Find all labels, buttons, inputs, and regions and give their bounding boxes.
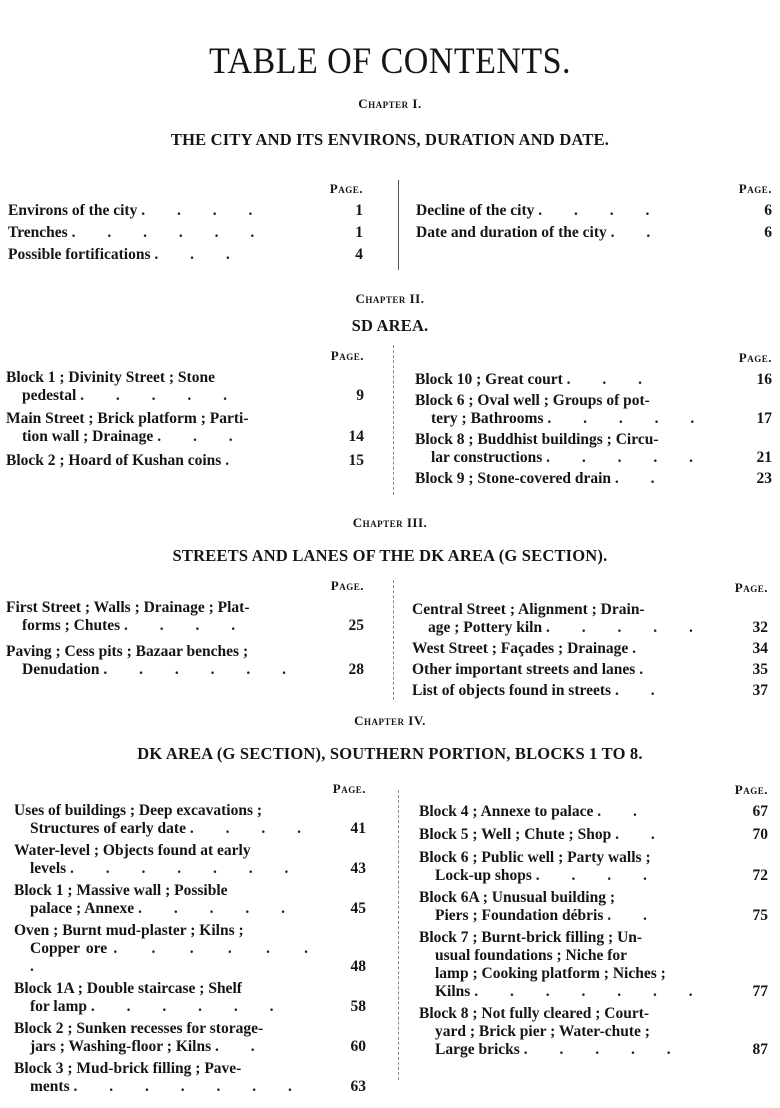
toc-entry[interactable]: Block 6 ; Public well ; Party walls ; Lock-up shops . . . . 72: [419, 849, 768, 884]
page-number: 72: [752, 867, 768, 884]
page-header: Page.: [332, 781, 366, 796]
chapter-4-left-column: [14, 780, 366, 1096]
toc-entry[interactable]: Block 8 ; Not fully cleared ; Court- yard ; Brick pier ; Water-chute ; Large bricks . . . . . 87: [419, 1005, 768, 1058]
page-number: 6: [764, 202, 772, 219]
page-title: TABLE OF CONTENTS.: [208, 41, 572, 82]
toc-entry[interactable]: Block 3 ; Mud-brick filling ; Pave- ments . . . . . . . 63: [14, 1060, 366, 1095]
chapter-1-right-column: [416, 180, 772, 242]
toc-entry[interactable]: Block 6A ; Unusual building ; Piers ; Foundation débris . . 75: [419, 889, 768, 924]
toc-entry[interactable]: Block 2 ; Sunken recesses for storage- jars ; Washing-floor ; Kilns . . 60: [14, 1020, 366, 1055]
chapter-2-left-column: [6, 347, 364, 470]
chapter-3-right-column: [412, 579, 768, 700]
chapter-3-left-column: [6, 577, 364, 679]
page-number: 58: [350, 998, 366, 1015]
toc-entry[interactable]: West Street ; Façades ; Drainage . 34: [412, 640, 768, 657]
page-number: 25: [348, 617, 364, 634]
page-number: 16: [756, 371, 772, 388]
chapter-4-right-column: [419, 781, 768, 1059]
toc-entry[interactable]: Uses of buildings ; Deep excavations ; Structures of early date . . . . 41: [14, 802, 366, 837]
column-divider: [398, 790, 400, 1080]
page-number: 43: [350, 860, 366, 877]
page-number: 1: [355, 224, 363, 241]
page-header: Page.: [330, 348, 364, 363]
column-divider: [393, 580, 395, 700]
page-number: 60: [350, 1038, 366, 1055]
toc-entry[interactable]: Block 9 ; Stone-covered drain . . 23: [415, 470, 772, 487]
page-number: 35: [752, 661, 768, 678]
toc-entry[interactable]: Block 7 ; Burnt-brick filling ; Un- usual foundations ; Niche for lamp ; Cooking platform ; Niches ; Kilns . . . . . . . 77: [419, 929, 768, 1000]
page-number: 67: [752, 803, 768, 820]
toc-entry[interactable]: Water-level ; Objects found at early levels . . . . . . . 43: [14, 842, 366, 877]
toc-entry[interactable]: First Street ; Walls ; Drainage ; Plat- forms ; Chutes . . . . 25: [6, 599, 364, 634]
chapter-2-label: Chapter II.: [355, 291, 425, 306]
page-header: Page.: [734, 580, 768, 595]
page-number: 28: [348, 661, 364, 678]
page-number: 9: [356, 387, 364, 404]
chapter-3-label: Chapter III.: [352, 515, 428, 530]
page-number: 87: [752, 1041, 768, 1058]
page-number: 48: [350, 958, 366, 975]
page-number: 21: [756, 449, 772, 466]
toc-entry[interactable]: Block 1 ; Massive wall ; Possible palace ; Annexe . . . . . 45: [14, 882, 366, 917]
toc-entry[interactable]: Main Street ; Brick platform ; Parti- tion wall ; Drainage . . . 14: [6, 410, 364, 445]
toc-entry[interactable]: Paving ; Cess pits ; Bazaar benches ; Denudation . . . . . . 28: [6, 643, 364, 678]
page-number: 34: [752, 640, 768, 657]
page-number: 41: [350, 820, 366, 837]
page-number: 70: [752, 826, 768, 843]
page-header: Page.: [738, 181, 772, 196]
page-number: 45: [350, 900, 366, 917]
toc-entry[interactable]: Block 2 ; Hoard of Kushan coins . 15: [6, 452, 364, 469]
toc-entry[interactable]: Block 1 ; Divinity Street ; Stone pedestal . . . . . 9: [6, 369, 364, 404]
page-number: 63: [350, 1078, 366, 1095]
toc-entry[interactable]: Central Street ; Alignment ; Drain- age ; Pottery kiln . . . . . 32: [412, 601, 768, 636]
page-header: Page.: [330, 578, 364, 593]
page-header: Page.: [738, 350, 772, 365]
chapter-1-title: THE CITY AND ITS ENVIRONS, DURATION AND DATE.: [170, 130, 610, 149]
chapter-3-title: STREETS AND LANES OF THE DK AREA (G SECTION).: [172, 546, 608, 565]
page-number: 32: [752, 619, 768, 636]
toc-entry[interactable]: Date and duration of the city . . 6: [416, 224, 772, 241]
page-number: 17: [756, 410, 772, 427]
chapter-2-right-column: [415, 349, 772, 488]
toc-entry[interactable]: Other important streets and lanes . 35: [412, 661, 768, 678]
chapter-1-left-column: [8, 180, 363, 264]
toc-entry[interactable]: Environs of the city . . . . 1: [8, 202, 363, 219]
page-number: 23: [756, 470, 772, 487]
chapter-4-title: DK AREA (G SECTION), SOUTHERN PORTION, BLOCKS 1 TO 8.: [137, 744, 643, 763]
chapter-4-label: Chapter IV.: [354, 713, 426, 728]
page-number: 14: [348, 428, 364, 445]
toc-entry[interactable]: Block 1A ; Double staircase ; Shelf for lamp . . . . . . 58: [14, 980, 366, 1015]
toc-entry[interactable]: List of objects found in streets . . 37: [412, 682, 768, 699]
toc-entry[interactable]: Possible fortifications . . . 4: [8, 246, 363, 263]
column-divider: [398, 180, 399, 270]
toc-entry[interactable]: Trenches . . . . . . 1: [8, 224, 363, 241]
chapter-2-title: SD AREA.: [351, 316, 429, 335]
chapter-1-label: Chapter I.: [358, 96, 422, 111]
page-number: 15: [348, 452, 364, 469]
toc-entry[interactable]: Block 4 ; Annexe to palace . . 67: [419, 803, 768, 820]
page-header: Page.: [734, 782, 768, 797]
toc-entry[interactable]: Decline of the city . . . . 6: [416, 202, 772, 219]
toc-entry[interactable]: Block 6 ; Oval well ; Groups of pot- tery ; Bathrooms . . . . . 17: [415, 392, 772, 427]
toc-entry[interactable]: Block 5 ; Well ; Chute ; Shop . . 70: [419, 826, 768, 843]
page-number: 75: [752, 907, 768, 924]
toc-entry[interactable]: Oven ; Burnt mud-plaster ; Kilns ; Copper ore . . . . . . . 48: [14, 922, 366, 975]
page-number: 1: [355, 202, 363, 219]
page-header: Page.: [329, 181, 363, 196]
page-number: 77: [752, 983, 768, 1000]
column-divider: [393, 345, 395, 495]
page-number: 37: [752, 682, 768, 699]
toc-entry[interactable]: Block 10 ; Great court . . . 16: [415, 371, 772, 388]
toc-entry[interactable]: Block 8 ; Buddhist buildings ; Circu- lar constructions . . . . . 21: [415, 431, 772, 466]
page-number: 4: [355, 246, 363, 263]
page-number: 6: [764, 224, 772, 241]
